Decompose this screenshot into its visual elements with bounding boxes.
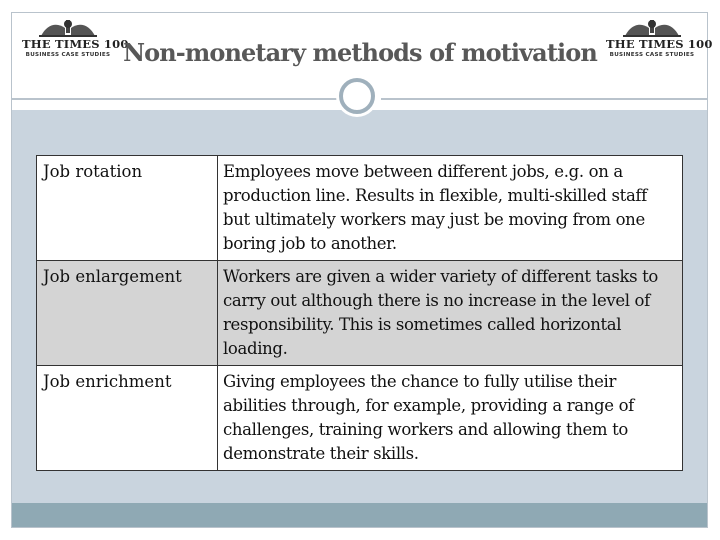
- method-description: Employees move between different jobs, e.g. on a production line. Results in flexible, multi-skilled staff but ultimately workers may just be moving from one boring job to another.: [218, 156, 683, 261]
- table-row: [37, 366, 683, 471]
- divider-line-left: [12, 98, 338, 100]
- crest-icon: [37, 18, 99, 38]
- logo-tagline: BUSINESS CASE STUDIES: [609, 52, 695, 58]
- footer-bar: [12, 503, 707, 527]
- motivation-methods-table: [36, 155, 683, 471]
- logo-tagline: BUSINESS CASE STUDIES: [25, 52, 111, 58]
- slide-title: Non-monetary methods of motivation: [123, 38, 597, 67]
- circle-ornament-icon: [339, 78, 375, 114]
- method-term: Job enrichment: [37, 366, 218, 471]
- logo-wordmark: THE TIMES 100: [606, 37, 713, 51]
- logo-wordmark: THE TIMES 100: [22, 37, 129, 51]
- method-description: Workers are given a wider variety of different tasks to carry out although there is no increase in the level of responsibility. This is sometimes called horizontal loading.: [218, 261, 683, 366]
- crest-icon: [621, 18, 683, 38]
- method-description: Giving employees the chance to fully utilise their abilities through, for example, providing a range of challenges, training workers and allowing them to demonstrate their skills.: [218, 366, 683, 471]
- table-row: [37, 261, 683, 366]
- method-term: Job enlargement: [37, 261, 218, 366]
- divider-line-right: [381, 98, 707, 100]
- method-term: Job rotation: [37, 156, 218, 261]
- table-row: [37, 156, 683, 261]
